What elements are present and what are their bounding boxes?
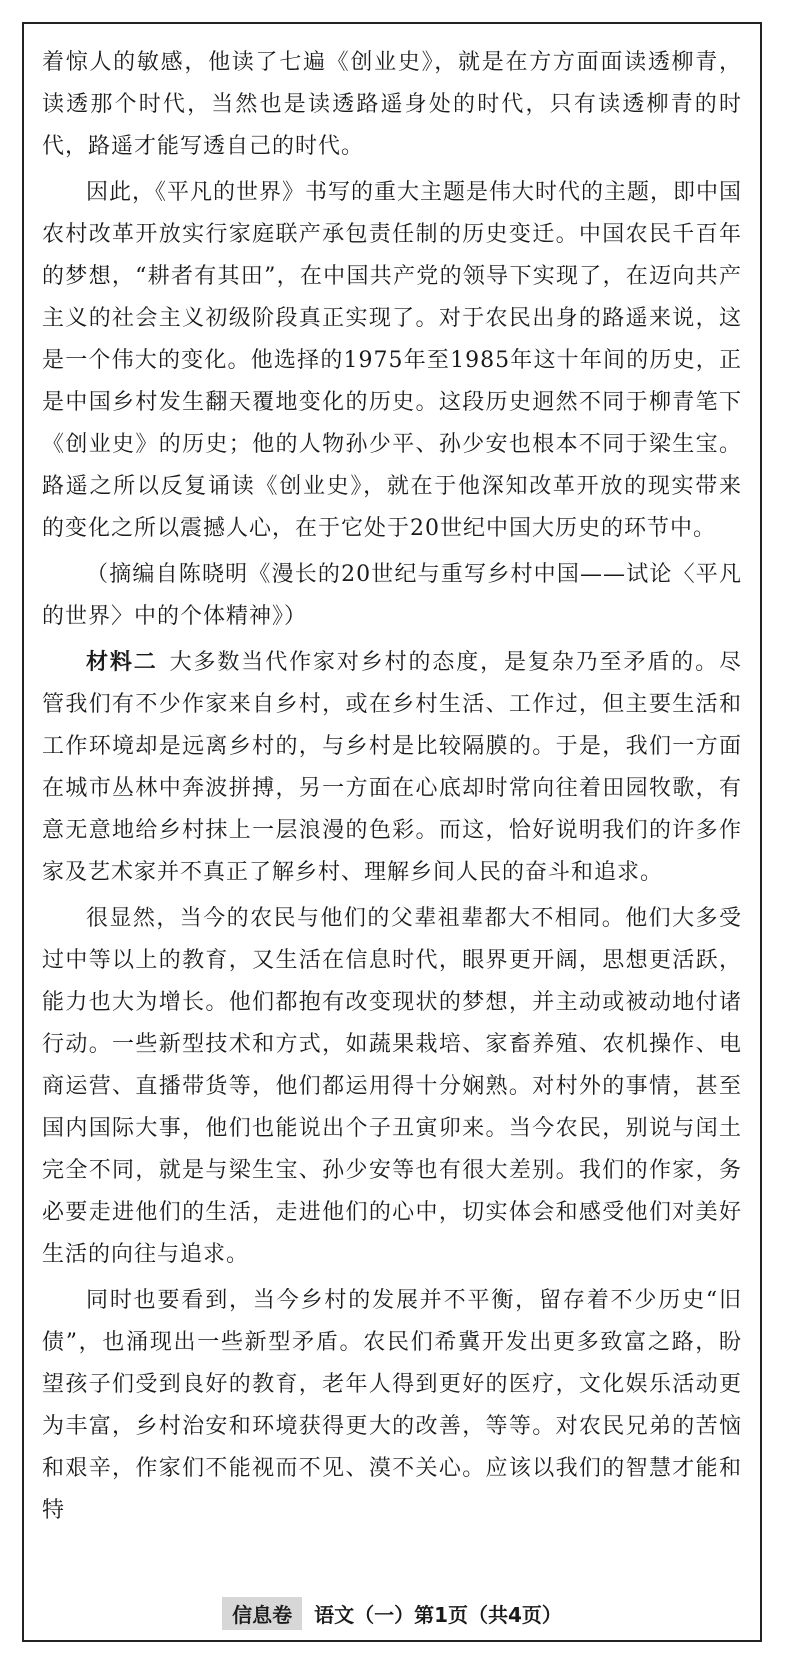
page-frame (22, 22, 762, 1642)
citation: （摘编自陈晓明《漫长的20世纪与重写乡村中国——试论〈平凡的世界〉中的个体精神》） (42, 562, 742, 629)
paragraph-4: 很显然，当今的农民与他们的父辈祖辈都大不相同。他们大多受过中等以上的教育，又生活在信息时代，眼界更开阔，思想更活跃，能力也大为增长。他们都抱有改变现状的梦想，并主动或被动地付诸行动。一些新型技术和方式，如蔬果栽培、家畜养殖、农机操作、电商运营、直播带货等，他们都运用得十分娴熟。对村外的事情，甚至国内国际大事，他们也能说出个子丑寅卯来。当今农民，别说与闰土完全不同，就是与梁生宝、孙少安等也有很大差别。我们的作家，务必要走进他们的生活，走进他们的心中，切实体会和感受他们对美好生活的向往与追求。 (42, 906, 742, 1267)
paragraph-5: 同时也要看到，当今乡村的发展并不平衡，留存着不少历史“旧债”，也涌现出一些新型矛盾。农民们希冀开发出更多致富之路，盼望孩子们受到良好的教育，老年人得到更好的医疗，文化娱乐活动更为丰富，乡村治安和环境获得更大的改善，等等。对农民兄弟的苦恼和艰辛，作家们不能视而不见、漠不关心。应该以我们的智慧才能和特 (42, 1288, 742, 1523)
paragraph-3 (42, 642, 742, 894)
paragraph-1: 着惊人的敏感，他读了七遍《创业史》，就是在方方面面读透柳青，读透那个时代，当然也是读透路遥身处的时代，只有读透柳青的时代，路遥才能写透自己的时代。 (42, 50, 742, 159)
page-info: 语文（一）第1页（共4页） (314, 1603, 562, 1627)
paragraph-2: 因此，《平凡的世界》书写的重大主题是伟大时代的主题，即中国农村改革开放实行家庭联产承包责任制的历史变迁。中国农民千百年的梦想，“耕者有其田”，在中国共产党的领导下实现了，在迈向共产主义的社会主义初级阶段真正实现了。对于农民出身的路遥来说，这是一个伟大的变化。他选择的1975年至1985年这十年间的历史，正是中国乡村发生翻天覆地变化的历史。这段历史迥然不同于柳青笔下《创业史》的历史；他的人物孙少平、孙少安也根本不同于梁生宝。路遥之所以反复诵读《创业史》，就在于他深知改革开放的现实带来的变化之所以震撼人心，在于它处于20世纪中国大历史的环节中。 (42, 180, 743, 541)
material-label: 材料二 (86, 650, 158, 675)
page-footer (24, 1597, 760, 1630)
paragraph-3-text: 大多数当代作家对乡村的态度，是复杂乃至矛盾的。尽管我们有不少作家来自乡村，或在乡村生活、工作过，但主要生活和工作环境却是远离乡村的，与乡村是比较隔膜的。于是，我们一方面在城市丛林中奔波拼搏，另一方面在心底却时常向往着田园牧歌，有意无意地给乡村抹上一层浪漫的色彩。而这，恰好说明我们的许多作家及艺术家并不真正了解乡村、理解乡间人民的奋斗和追求。 (42, 650, 742, 885)
series-label: 信息卷 (222, 1597, 302, 1630)
document-body (42, 42, 742, 1532)
